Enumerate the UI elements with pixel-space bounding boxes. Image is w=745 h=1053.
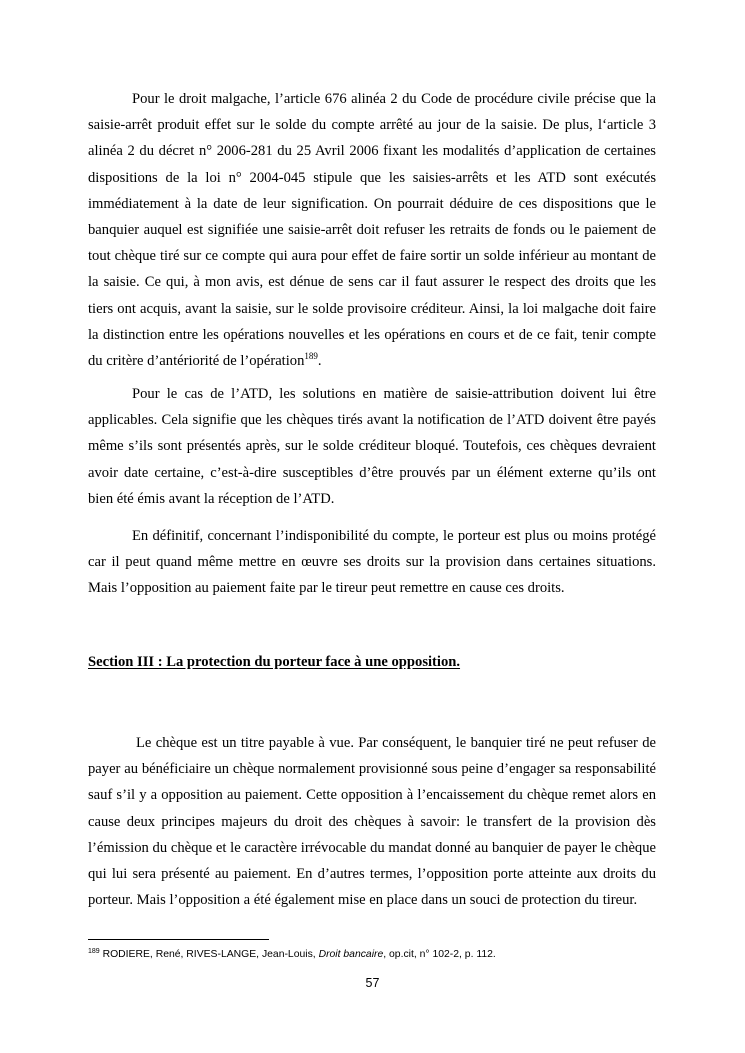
body-paragraph-malagasy-law <box>88 86 656 374</box>
section-heading: Section III : La protection du porteur face à une opposition. <box>88 654 461 670</box>
paragraph-end-punctuation: . <box>317 353 322 370</box>
paragraph-text: Pour le droit malgache, l’article 676 alinéa 2 du Code de procédure civile précise que la saisie-arrêt produit effet sur le solde du compte arrêté au jour de la saisie. De plus, l‘article 3 alinéa 2 du décret n° 2006-281 du 25 Avril 2006 fixant les modalités d’application de certaines dispositions de la loi n° 2004-045 stipule que les saisies-arrêts et les ATD sont exécutés immédiatement à la date de leur signification. On pourrait déduire de ces dispositions que le banquier auquel est signifiée une saisie-arrêt doit refuser les retraits de fonds ou le paiement de tout chèque tiré sur ce compte qui aura pour effet de faire sortir un solde inférieur au montant de la saisie. Ce qui, à mon avis, est dénue de sens car il faut assurer le respect des droits que les tiers ont acquis, avant la saisie, sur le solde provisoire créditeur. Ainsi, la loi malgache doit faire la distinction entre les opérations nouvelles et les opérations en cours et de ce fait, tenir compte du critère d’antériorité de l’opération <box>88 91 656 370</box>
page-number: 57 <box>365 976 380 990</box>
footnote-reference[interactable]: 189 <box>304 351 318 362</box>
footnote-separator <box>88 939 269 940</box>
footnote-citation: , op.cit, n° 102-2, p. 112. <box>383 949 496 960</box>
footnote-title: Droit bancaire <box>318 949 384 960</box>
body-paragraph-opposition: Le chèque est un titre payable à vue. Par conséquent, le banquier tiré ne peut refuser de payer au bénéficiaire un chèque normalement provisionné sous peine d’engager sa responsabilité sauf s’il y a opposition au paiement. Cette opposition à l’encaissement du chèque remet alors en cause deux principes majeurs du droit des chèques à savoir: le transfert de la provision dès l’émission du chèque et le caractère irrévocable du mandat donné au banquier de payer le chèque qui lui sera présenté au paiement. En d’autres termes, l’opposition porte atteinte aux droits du porteur. Mais l’opposition a été également mise en place dans un souci de protection du tireur. <box>88 735 656 909</box>
footnote <box>88 947 496 963</box>
footnote-number: 189 <box>88 948 100 955</box>
body-paragraph-atd: Pour le cas de l’ATD, les solutions en matière de saisie-attribution doivent lui être applicables. Cela signifie que les chèques tirés avant la notification de l’ATD doivent être payés même s’ils sont présentés après, sur le solde créditeur bloqué. Toutefois, ces chèques devraient avoir date certaine, c’est-à-dire susceptibles d’être prouvés par un élément externe qu’ils ont bien été émis avant la réception de l’ATD. <box>88 386 656 507</box>
footnote-authors: RODIERE, René, RIVES-LANGE, Jean-Louis, <box>99 949 319 960</box>
body-paragraph-conclusion: En définitif, concernant l’indisponibilité du compte, le porteur est plus ou moins protégé car il peut quand même mettre en œuvre ses droits sur la provision dans certaines situations. Mais l’opposition au paiement faite par le tireur peut remettre en cause ces droits. <box>88 528 656 597</box>
